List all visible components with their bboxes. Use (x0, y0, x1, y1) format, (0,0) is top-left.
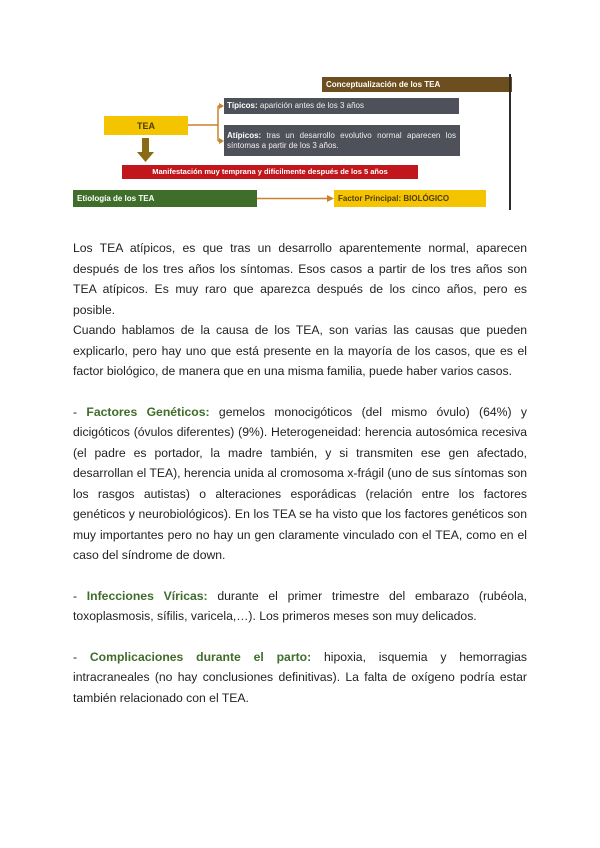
tipicos-label: Típicos: (227, 101, 258, 110)
atipicos-text: tras un desarrollo evolutivo normal aparecen los síntomas a partir de los 3 años. (227, 130, 456, 150)
section-text: hipoxia, isquemia y hemorragias intracraneales (no hay conclusiones definitivas). La falta de oxígeno podría estar también relacionado con el TEA. (73, 649, 527, 705)
conceptualization-header: Conceptualización de los TEA (322, 77, 512, 92)
section-title: Infecciones Víricas: (86, 588, 208, 603)
section-text: durante el primer trimestre del embarazo (rubéola, toxoplasmosis, sífilis, varicela,…). Los primeros meses son muy delicados. (73, 588, 527, 623)
document-body (73, 238, 527, 708)
etiology-arrow (257, 195, 334, 202)
tipicos-text: aparición antes de los 3 años (257, 101, 364, 110)
tea-concept-diagram (0, 0, 600, 215)
section-title: Factores Genéticos: (86, 404, 210, 419)
section-viral-infections (73, 586, 527, 627)
bullet-dash: - (73, 649, 90, 664)
paragraph-causes: Cuando hablamos de la causa de los TEA, son varias las causas que pueden explicarlo, pero hay uno que está presente en la mayoría de los casos, que es el factor biológico, de manera que en una misma familia, puede haber varios casos. (73, 323, 527, 378)
section-genetic-factors (73, 402, 527, 566)
type-bracket (188, 106, 222, 141)
tipicos-box (224, 98, 459, 114)
vertical-divider (509, 74, 511, 210)
tea-box: TEA (104, 116, 188, 135)
manifestation-bar: Manifestación muy temprana y difícilmente después de los 5 años (122, 165, 418, 179)
atipicos-label: Atípicos: (227, 130, 262, 140)
bullet-dash: - (73, 588, 87, 603)
section-title: Complicaciones durante el parto: (89, 649, 312, 664)
down-arrow-icon (137, 138, 154, 162)
atipicos-box (224, 125, 460, 156)
section-text: gemelos monocigóticos (del mismo óvulo) (64%) y dicigóticos (óvulos diferentes) (9%). Heterogeneidad: herencia autosómica recesiva (el padre es portador, la madre también, y si transmiten ese gen afectado, desarrollan el TEA), herencia unida al cromosoma x-frágil (uno de sus síntomas son los rasgos autistas) o alteraciones esporádicas (relación entre los factores genéticos y neurobiológicos). En los TEA se ha visto que los factores genéticos son muy importantes pero no hay un gen claramente vinculado con el TEA, como en el caso del síndrome de down. (73, 404, 527, 562)
etiology-box: Etiología de los TEA (73, 190, 257, 207)
paragraph-atypical: Los TEA atípicos, es que tras un desarrollo aparentemente normal, aparecen después de los tres años los síntomas. Esos casos a partir de los tres años son TEA atípicos. Es muy raro que aparezca después de los cinco años, pero es posible. (73, 241, 527, 317)
main-factor-box: Factor Principal: BIOLÓGICO (334, 190, 486, 207)
section-birth-complications (73, 647, 527, 709)
bullet-dash: - (73, 404, 87, 419)
